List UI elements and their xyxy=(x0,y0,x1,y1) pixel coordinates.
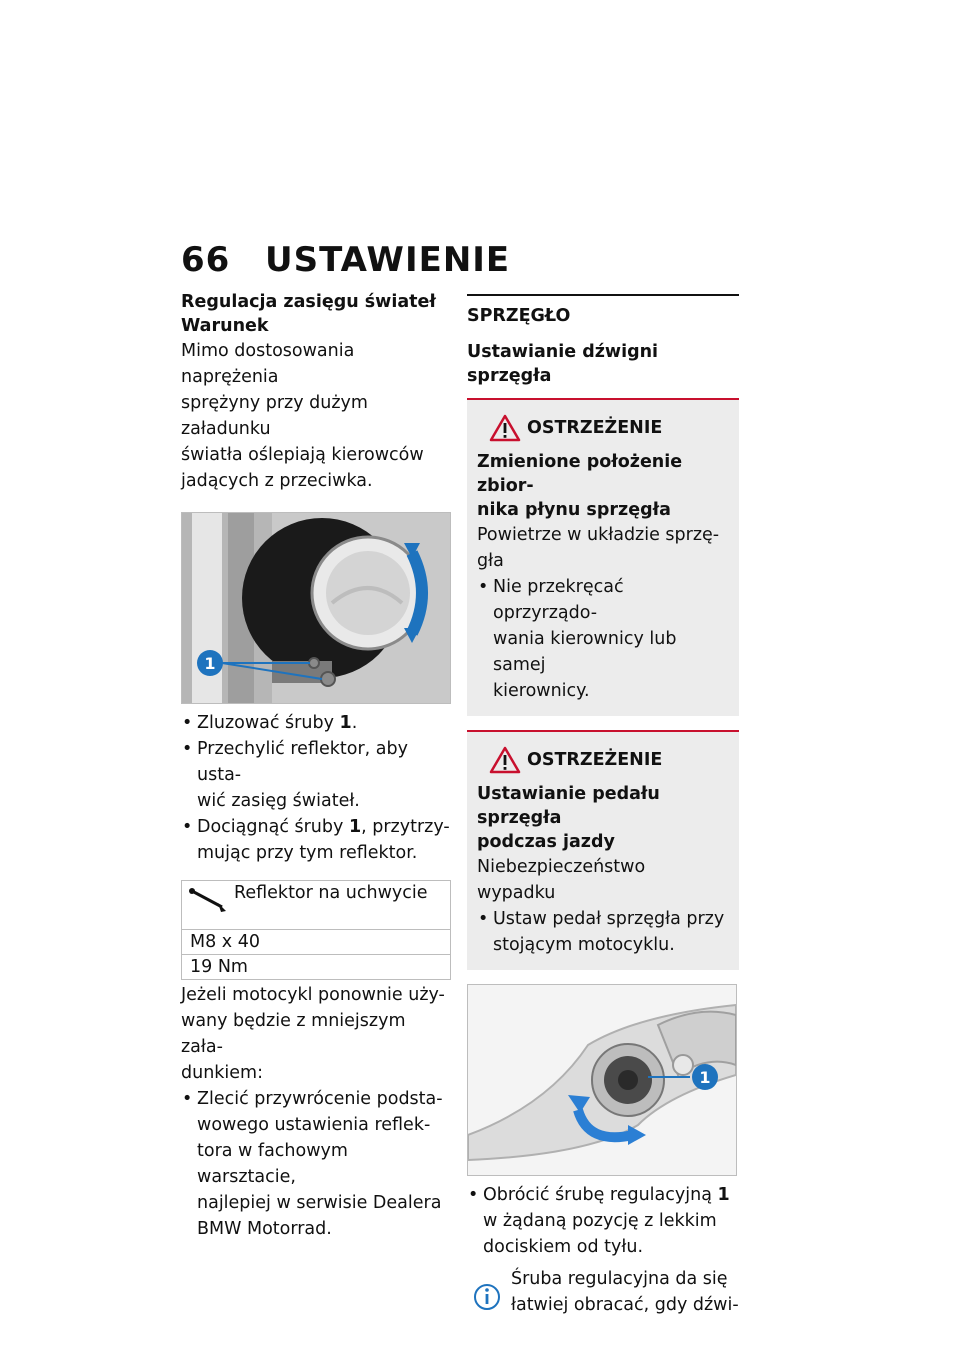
info-icon xyxy=(473,1280,501,1314)
torque-label: Reflektor na uchwycie xyxy=(234,883,428,903)
torque-value: 19 Nm xyxy=(190,957,248,977)
warning-triangle-icon xyxy=(489,746,521,774)
warning-bullets xyxy=(477,574,729,704)
text-line: Jeżeli motocykl ponownie uży- xyxy=(181,985,445,1005)
step-tilt: • Przechylić reflektor, aby usta- wić zasięg świateł. xyxy=(181,736,451,814)
page-number: 66 xyxy=(181,240,231,280)
page-header xyxy=(181,240,741,280)
adjust-steps xyxy=(181,710,451,866)
text-line: jadących z przeciwka. xyxy=(181,471,373,491)
wrench-icon xyxy=(188,885,228,915)
text-line: Mimo dostosowania naprężenia xyxy=(181,341,355,387)
text-line: wany będzie z mniejszym zała- xyxy=(181,1011,406,1057)
text-line: światła oślepiają kierowców xyxy=(181,445,424,465)
section-title: USTAWIENIE xyxy=(265,240,511,280)
warning-triangle-icon xyxy=(489,414,521,442)
warning-bullet: • Ustaw pedał sprzęgła przy stojącym motocyklu. xyxy=(477,906,729,958)
subheading-clutch-lever: Ustawianie dźwigni sprzęgła xyxy=(467,342,659,386)
text-line: łatwiej obracać, gdy dźwi- xyxy=(511,1295,739,1315)
warning-bullet: • Nie przekręcać oprzyrządo- wania kierownicy lub samej kierownicy. xyxy=(477,574,729,704)
step-rotate-screw: • Obrócić śrubę regulacyjną 1 w żądaną pozycję z lekkim dociskiem od tyłu. xyxy=(467,1182,739,1260)
text-line: sprężyny przy dużym załadunku xyxy=(181,393,368,439)
step-tighten: • Dociągnąć śruby 1, przytrzy- mując przy tym reflektor. xyxy=(181,814,451,866)
restore-steps xyxy=(181,1086,451,1242)
warning-bullets xyxy=(477,906,729,958)
warning-title: OSTRZEŻENIE xyxy=(477,410,729,448)
headlight-figure xyxy=(181,512,451,704)
torque-header xyxy=(182,881,450,930)
section-heading-clutch: SPRZĘGŁO xyxy=(467,306,571,326)
warning-text: Niebezpieczeństwo wypadku xyxy=(477,857,646,903)
clutch-lever-figure xyxy=(467,984,737,1176)
callout-1: 1 xyxy=(699,1068,711,1087)
warning-title: OSTRZEŻENIE xyxy=(477,742,729,780)
callout-1: 1 xyxy=(204,654,216,673)
warning-text: Powietrze w układzie sprzę- gła xyxy=(477,525,720,571)
left-column xyxy=(181,290,451,1242)
text-line: Śruba regulacyjna da się xyxy=(511,1269,728,1289)
warning-heading: Zmienione położenie zbior- nika płynu sprzęgła xyxy=(477,452,683,520)
info-note xyxy=(467,1266,739,1318)
torque-table xyxy=(181,880,451,980)
section-rule xyxy=(467,294,739,296)
torque-spec: M8 x 40 xyxy=(182,930,450,955)
warning-box-2 xyxy=(467,730,739,970)
condition-paragraph xyxy=(181,338,451,494)
subheading-condition: Warunek xyxy=(181,316,269,336)
warning-heading: Ustawianie pedału sprzęgła podczas jazdy xyxy=(477,784,660,852)
warning-box-1 xyxy=(467,398,739,716)
heading-headlight-range: Regulacja zasięgu świateł xyxy=(181,292,436,312)
reduced-load-paragraph xyxy=(181,982,451,1086)
clutch-steps xyxy=(467,1182,739,1260)
text-line: dunkiem: xyxy=(181,1063,263,1083)
headlight-illustration xyxy=(182,513,450,703)
step-restore: • Zlecić przywrócenie podsta- wowego ustawienia reflek- tora w fachowym warsztacie, najlepiej w serwisie Dealera BMW Motorrad. xyxy=(181,1086,451,1242)
clutch-lever-illustration xyxy=(468,985,736,1175)
step-loosen: • Zluzować śruby 1. xyxy=(181,710,451,736)
right-column xyxy=(467,290,739,1318)
